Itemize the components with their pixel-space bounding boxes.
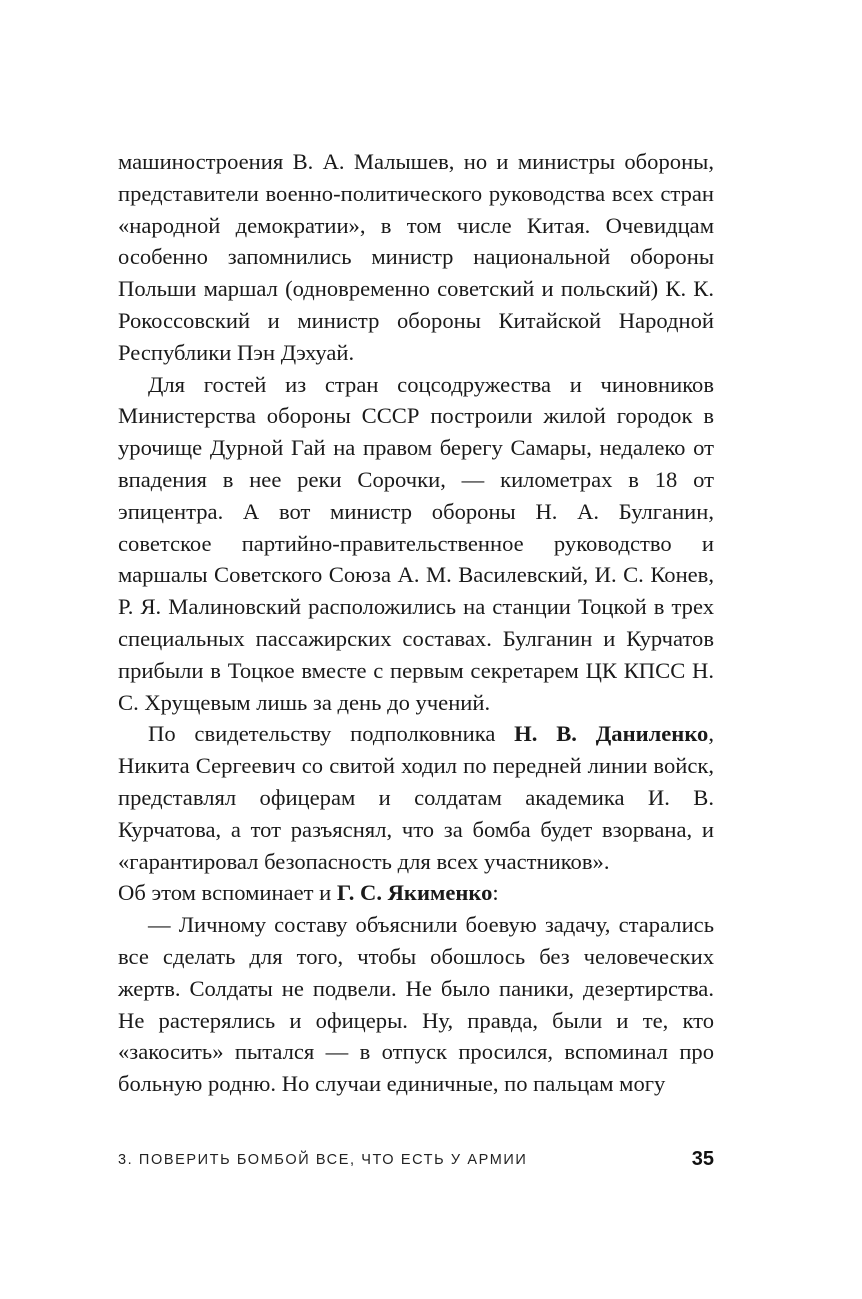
- paragraph-ministers: машиностроения В. А. Малышев, но и министры обороны, представители военно-политического руководства всех стран «народной демократии», в том числе Китая. Очевидцам особенно запомнились министр национальной обороны Польши маршал (одновременно советский и польский) К. К. Рокоссовский и министр обороны Китайской Народной Республики Пэн Дэхуай.: [118, 149, 714, 365]
- paragraph-quote: — Личному составу объяснили боевую задачу, старались все сделать для того, чтобы обошлось без человеческих жертв. Солдаты не подвели. Не было паники, дезертирства. Не растерялись и офицеры. Ну, правда, были и те, кто «закосить» пытался — в отпуск просился, вспоминал про больную родню. Но случаи единичные, по пальцам могу: [118, 912, 714, 1097]
- paragraph-yakimenko-intro: [118, 877, 714, 909]
- paragraph-danilenko: [118, 718, 714, 877]
- witness-name-yakimenko: Г. С. Якименко: [336, 880, 493, 906]
- running-head: 3. ПОВЕРИТЬ БОМБОЙ ВСЕ, ЧТО ЕСТЬ У АРМИИ: [118, 1152, 528, 1168]
- paragraph-guests-town: Для гостей из стран соцсодружества и чиновников Министерства обороны СССР построили жилой городок в урочище Дурной Гай на правом берегу Самары, недалеко от впадения в нее реки Сорочки, — километрах в 18 от эпицентра. А вот министр обороны Н. А. Булганин, советское партийно-правительственное руководство и маршалы Советского Союза А. М. Василевский, И. С. Конев, Р. Я. Малиновский расположились на станции Тоцкой в трех специальных пассажирских составах. Булганин и Курчатов прибыли в Тоцкое вместе с первым секретарем ЦК КПСС Н. С. Хрущевым лишь за день до учений.: [118, 371, 714, 715]
- page-body: [118, 146, 714, 1100]
- paragraph-yakimenko-colon: :: [492, 880, 499, 906]
- page-number: 35: [691, 1148, 714, 1170]
- witness-name-danilenko: Н. В. Даниленко: [514, 721, 709, 747]
- page-footer: [118, 1148, 714, 1176]
- paragraph-danilenko-rest: , Никита Сергеевич со свитой ходил по передней линии войск, представлял офицерам и солдатам академика И. В. Курчатова, а тот разъяснял, что за бомба будет взорвана, и «гарантировал безопасность для всех участников».: [118, 721, 715, 874]
- paragraph-danilenko-lead: По свидетельству подполковника: [148, 721, 515, 747]
- paragraph-yakimenko-lead: Об этом вспоминает и: [118, 880, 337, 906]
